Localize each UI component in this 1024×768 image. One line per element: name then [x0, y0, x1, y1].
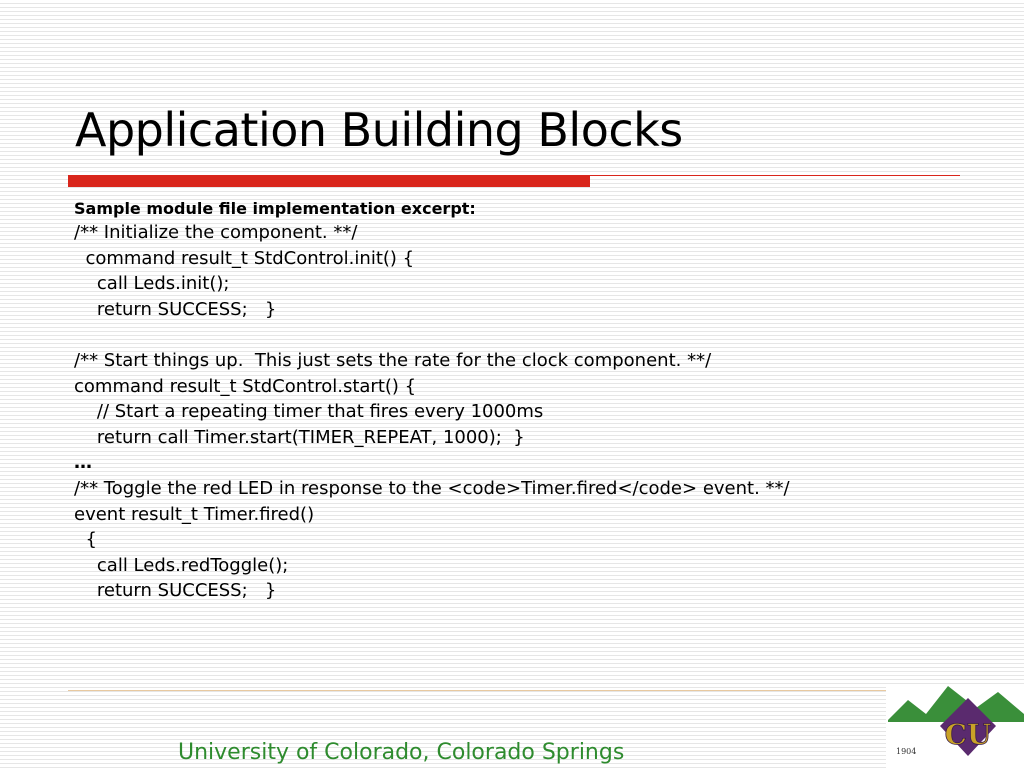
code-line: command result_t StdControl.start() {: [74, 375, 417, 397]
title-underline-thick: [68, 175, 590, 187]
code-line: /** Toggle the red LED in response to the <code>Timer.fired</code> event. **/: [74, 477, 790, 499]
slide-body: [74, 198, 974, 604]
section-heading: Sample module file implementation excerpt:: [74, 199, 476, 218]
code-line: command result_t StdControl.init() {: [74, 247, 415, 269]
code-line: /** Initialize the component. **/: [74, 222, 358, 243]
code-line: return SUCCESS; }: [74, 580, 277, 602]
title-underline-thin: [590, 175, 960, 176]
code-ellipsis: …: [74, 452, 92, 474]
footer-institution: University of Colorado, Colorado Springs: [178, 740, 625, 765]
slide-title: Application Building Blocks: [75, 103, 683, 157]
logo-year: 1904: [896, 747, 917, 756]
cu-logo: [886, 686, 1024, 768]
code-line: {: [74, 529, 97, 551]
code-line: return SUCCESS; }: [74, 298, 277, 320]
code-line: event result_t Timer.fired(): [74, 503, 315, 525]
code-line: /** Start things up. This just sets the rate for the clock component. **/: [74, 349, 712, 371]
code-line: // Start a repeating timer that fires every 1000ms: [74, 401, 544, 423]
code-line: call Leds.redToggle();: [74, 554, 289, 576]
code-line-blank: [74, 322, 974, 348]
logo-monogram: CU: [944, 718, 992, 751]
footer-divider: [68, 690, 886, 691]
code-line: call Leds.init();: [74, 273, 230, 295]
code-line: return call Timer.start(TIMER_REPEAT, 1000); }: [74, 426, 525, 448]
